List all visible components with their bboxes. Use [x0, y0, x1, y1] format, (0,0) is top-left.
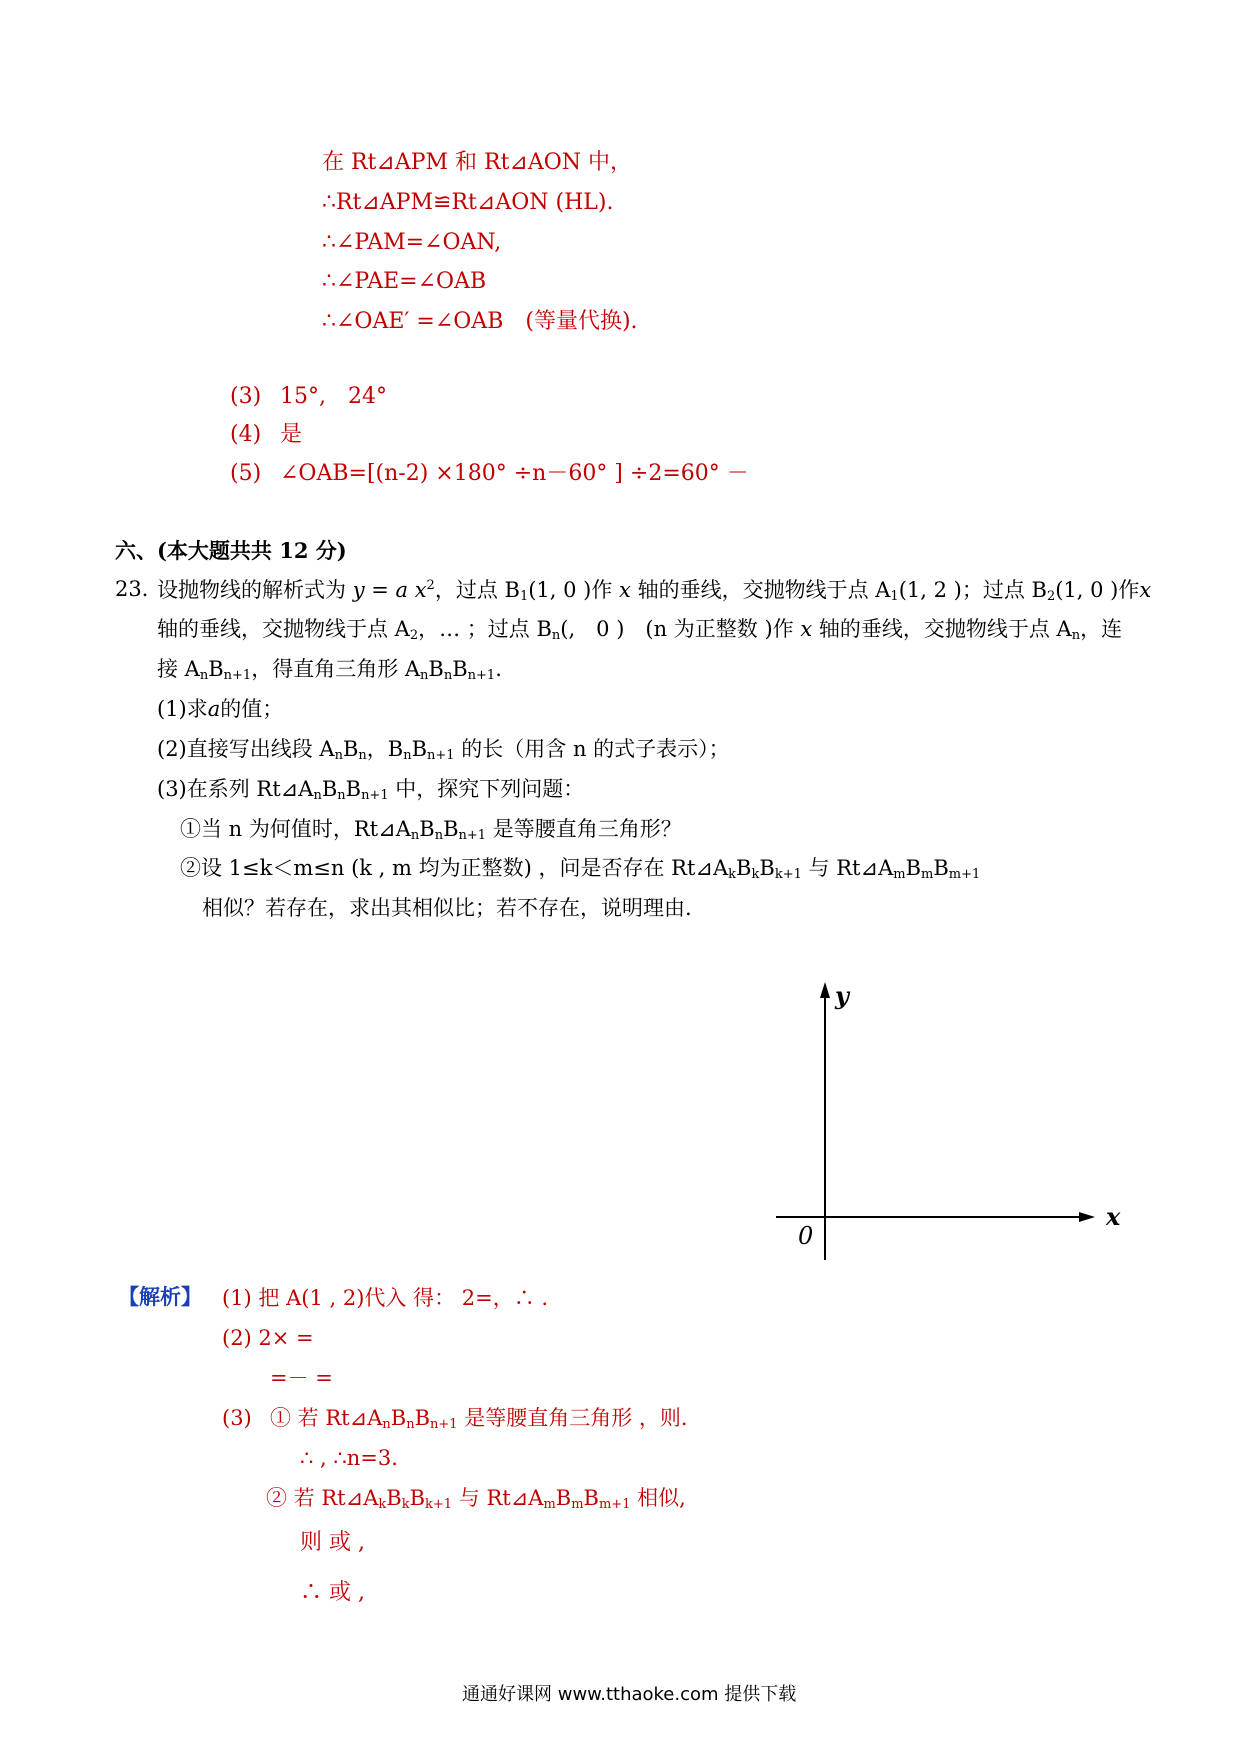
- question-3: [157, 779, 584, 802]
- solution-3-2: [266, 1488, 686, 1511]
- exponent: 2: [426, 578, 435, 593]
- subscript: n+1: [223, 668, 252, 683]
- question-text: 的长（用含 n 的式子表示）；: [461, 737, 730, 761]
- y-axis-arrow: [820, 982, 830, 998]
- solution-3-1-cont: ∴ , ∴n=3.: [300, 1446, 398, 1470]
- question-3-1: [180, 819, 682, 842]
- solution-3-2-cont: 则 或 ,: [300, 1530, 365, 1555]
- question-text: B: [411, 737, 428, 761]
- subscript: n: [434, 828, 444, 843]
- question-1: [157, 699, 283, 720]
- question-text: B: [905, 856, 921, 880]
- problem-text: 接 A: [157, 657, 200, 681]
- solution-2-cont: =－ =: [270, 1366, 333, 1390]
- answer-4-number: (4): [230, 422, 262, 447]
- solution-text: B: [386, 1486, 402, 1510]
- subscript: m+1: [948, 867, 981, 882]
- subscript: k+1: [774, 867, 802, 882]
- problem-text: 轴的垂线，交抛物线于点 A: [637, 578, 891, 602]
- question-3-2-cont: 相似？若存在，求出其相似比；若不存在，说明理由.: [202, 896, 692, 920]
- solution-2: (2) 2× =: [222, 1326, 314, 1350]
- subscript: k: [401, 1497, 410, 1512]
- subscript: n: [406, 1417, 415, 1432]
- question-3-2: [180, 858, 980, 881]
- subscript: n+1: [361, 788, 389, 803]
- footer-text: 通通好课网 www.tthaoke.com 提供下载: [462, 1684, 797, 1705]
- subscript: 1: [519, 589, 529, 604]
- proof-line-3: ∴∠PAM=∠OAN,: [322, 230, 502, 255]
- subscript: 2: [409, 628, 419, 643]
- problem-text: ，… ；过点 B: [418, 617, 552, 641]
- solution-text: B: [414, 1406, 430, 1430]
- variable-a: a: [207, 697, 221, 721]
- question-text: B: [345, 777, 362, 801]
- subscript: m+1: [598, 1497, 631, 1512]
- subscript: k+1: [425, 1497, 453, 1512]
- problem-line-2: [157, 619, 1122, 642]
- question-text: B: [443, 817, 459, 841]
- question-text: B: [342, 737, 359, 761]
- question-text: 与 Rt⊿A: [808, 856, 894, 880]
- problem-text: 设抛物线的解析式为: [157, 578, 346, 602]
- problem-text: B: [428, 657, 444, 681]
- origin-label: 0: [798, 1222, 814, 1250]
- question-text: B: [759, 856, 775, 880]
- question-text: B: [933, 856, 949, 880]
- question-text: 的值；: [220, 697, 284, 721]
- subscript: n+1: [458, 828, 487, 843]
- solution-1: (1) 把 A(1 , 2)代入 得： 2=，∴ .: [222, 1286, 549, 1310]
- subscript: n: [337, 788, 346, 803]
- subscript: n+1: [427, 748, 455, 763]
- answer-5-number: (5): [230, 461, 262, 486]
- section-title: 六、(本大题共共 12 分): [115, 538, 347, 563]
- proof-line-4: ∴∠PAE=∠OAB: [322, 269, 487, 294]
- subscript: k: [378, 1497, 387, 1512]
- solution-text: 是等腰直角三角形 ，则.: [464, 1406, 688, 1430]
- subscript: n: [313, 788, 322, 803]
- axis-name: x: [1139, 578, 1152, 602]
- solution-3-2-cont-2: ∴ 或 ,: [300, 1580, 365, 1605]
- x-axis-label: x: [1106, 1202, 1121, 1231]
- solution-text: B: [390, 1406, 407, 1430]
- proof-line-1: 在 Rt⊿APM 和 Rt⊿AON 中，: [322, 150, 633, 175]
- question-text: B: [321, 777, 338, 801]
- problem-number: 23．: [115, 577, 163, 601]
- problem-text: ，得直角三角形 A: [251, 657, 421, 681]
- subscript: n: [199, 668, 209, 683]
- answer-4-text: 是: [280, 422, 303, 447]
- question-text: ②设 1≤k＜m≤n (k , m 均为正整数) ，问是否存在 Rt⊿A: [180, 856, 729, 880]
- subscript: 1: [890, 589, 899, 604]
- subscript: n: [551, 628, 561, 643]
- solution-text: ① 若 Rt⊿A: [270, 1406, 383, 1430]
- subscript: m: [893, 867, 906, 882]
- subscript: n: [382, 1417, 391, 1432]
- answer-3-number: (3): [230, 384, 262, 409]
- y-axis-label: y: [835, 981, 849, 1010]
- solution-text: B: [555, 1486, 572, 1510]
- solution-text: 相似,: [637, 1486, 686, 1510]
- solution-tag: 【解析】: [118, 1285, 202, 1309]
- axis-name: x: [800, 617, 813, 641]
- solution-text: 与 Rt⊿A: [458, 1486, 544, 1510]
- question-text: (1)求: [157, 697, 208, 721]
- subscript: k: [728, 867, 737, 882]
- proof-line-5: ∴∠OAE′ =∠OAB (等量代换).: [322, 309, 638, 334]
- problem-text: (1, 0 )作: [1055, 578, 1140, 602]
- question-text: (2)直接写出线段 A: [157, 737, 335, 761]
- answer-5-text: ∠OAB=[(n-2) ×180° ÷n－60° ] ÷2=60° －: [280, 461, 749, 486]
- subscript: m: [543, 1497, 556, 1512]
- parabola-formula: y = a x: [352, 578, 427, 602]
- question-text: ，B: [366, 737, 404, 761]
- subscript: m: [571, 1497, 584, 1512]
- subscript: n: [334, 748, 343, 763]
- problem-text: 轴的垂线，交抛物线于点 A: [818, 617, 1072, 641]
- question-text: 中，探究下列问题：: [395, 777, 585, 801]
- problem-text: ，连: [1080, 617, 1123, 641]
- problem-line-1: [157, 579, 1151, 603]
- problem-text: (, 0 ) (n 为正整数 )作: [560, 617, 794, 641]
- subscript: 2: [1046, 589, 1056, 604]
- question-2: [157, 739, 730, 762]
- solution-text: B: [409, 1486, 426, 1510]
- subscript: n+1: [467, 668, 496, 683]
- problem-line-3: [157, 659, 502, 682]
- problem-text: .: [495, 657, 502, 681]
- subscript: m: [921, 867, 934, 882]
- subscript: n: [410, 828, 420, 843]
- question-text: (3)在系列 Rt⊿A: [157, 777, 314, 801]
- solution-3-number: (3): [222, 1406, 252, 1430]
- x-axis-arrow: [1079, 1212, 1095, 1222]
- solution-text: B: [583, 1486, 599, 1510]
- coordinate-axes: [760, 980, 1150, 1280]
- problem-text: ，过点 B: [434, 578, 520, 602]
- subscript: n+1: [430, 1417, 458, 1432]
- solution-text: ② 若 Rt⊿A: [266, 1486, 379, 1510]
- problem-text: 轴的垂线，交抛物线于点 A: [157, 617, 410, 641]
- subscript: n: [420, 668, 429, 683]
- problem-text: B: [208, 657, 224, 681]
- subscript: n: [403, 748, 412, 763]
- axis-name: x: [619, 578, 631, 602]
- question-text: B: [736, 856, 752, 880]
- problem-text: (1, 0 )作: [528, 578, 613, 602]
- question-text: B: [419, 817, 435, 841]
- answer-3-text: 15°, 24°: [280, 384, 387, 409]
- problem-text: (1, 2 )；过点 B: [898, 578, 1047, 602]
- question-text: 是等腰直角三角形？: [492, 817, 682, 841]
- subscript: k: [751, 867, 760, 882]
- subscript: n: [443, 668, 453, 683]
- solution-3-1: [270, 1408, 688, 1431]
- problem-text: B: [452, 657, 468, 681]
- subscript: n: [358, 748, 367, 763]
- subscript: n: [1071, 628, 1081, 643]
- proof-line-2: ∴Rt⊿APM≌Rt⊿AON (HL).: [322, 190, 614, 215]
- question-text: ①当 n 为何值时，Rt⊿A: [180, 817, 411, 841]
